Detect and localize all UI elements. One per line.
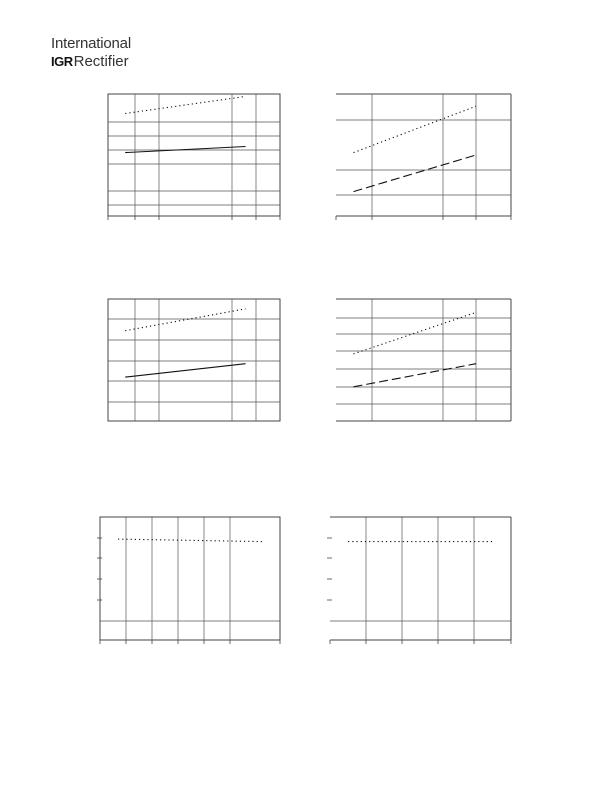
chart-middle-right xyxy=(336,299,511,421)
chart-bottom-right xyxy=(327,517,511,644)
series-line-dotted xyxy=(118,539,262,542)
plot-frame xyxy=(108,299,280,421)
chart-top-right xyxy=(336,94,511,220)
logo-text-international: International xyxy=(51,35,131,52)
series-line-dotted xyxy=(125,96,245,113)
series-line-solid xyxy=(125,364,245,377)
chart-bottom-left xyxy=(97,517,280,644)
series-line-dotted xyxy=(125,309,245,331)
chart-middle-left xyxy=(108,299,280,421)
series-line-solid xyxy=(125,147,245,153)
logo-text-rectifier: Rectifier xyxy=(73,53,129,70)
chart-top-left xyxy=(108,94,280,220)
logo-mark: IGR xyxy=(51,54,73,69)
plot-frame xyxy=(100,517,280,640)
